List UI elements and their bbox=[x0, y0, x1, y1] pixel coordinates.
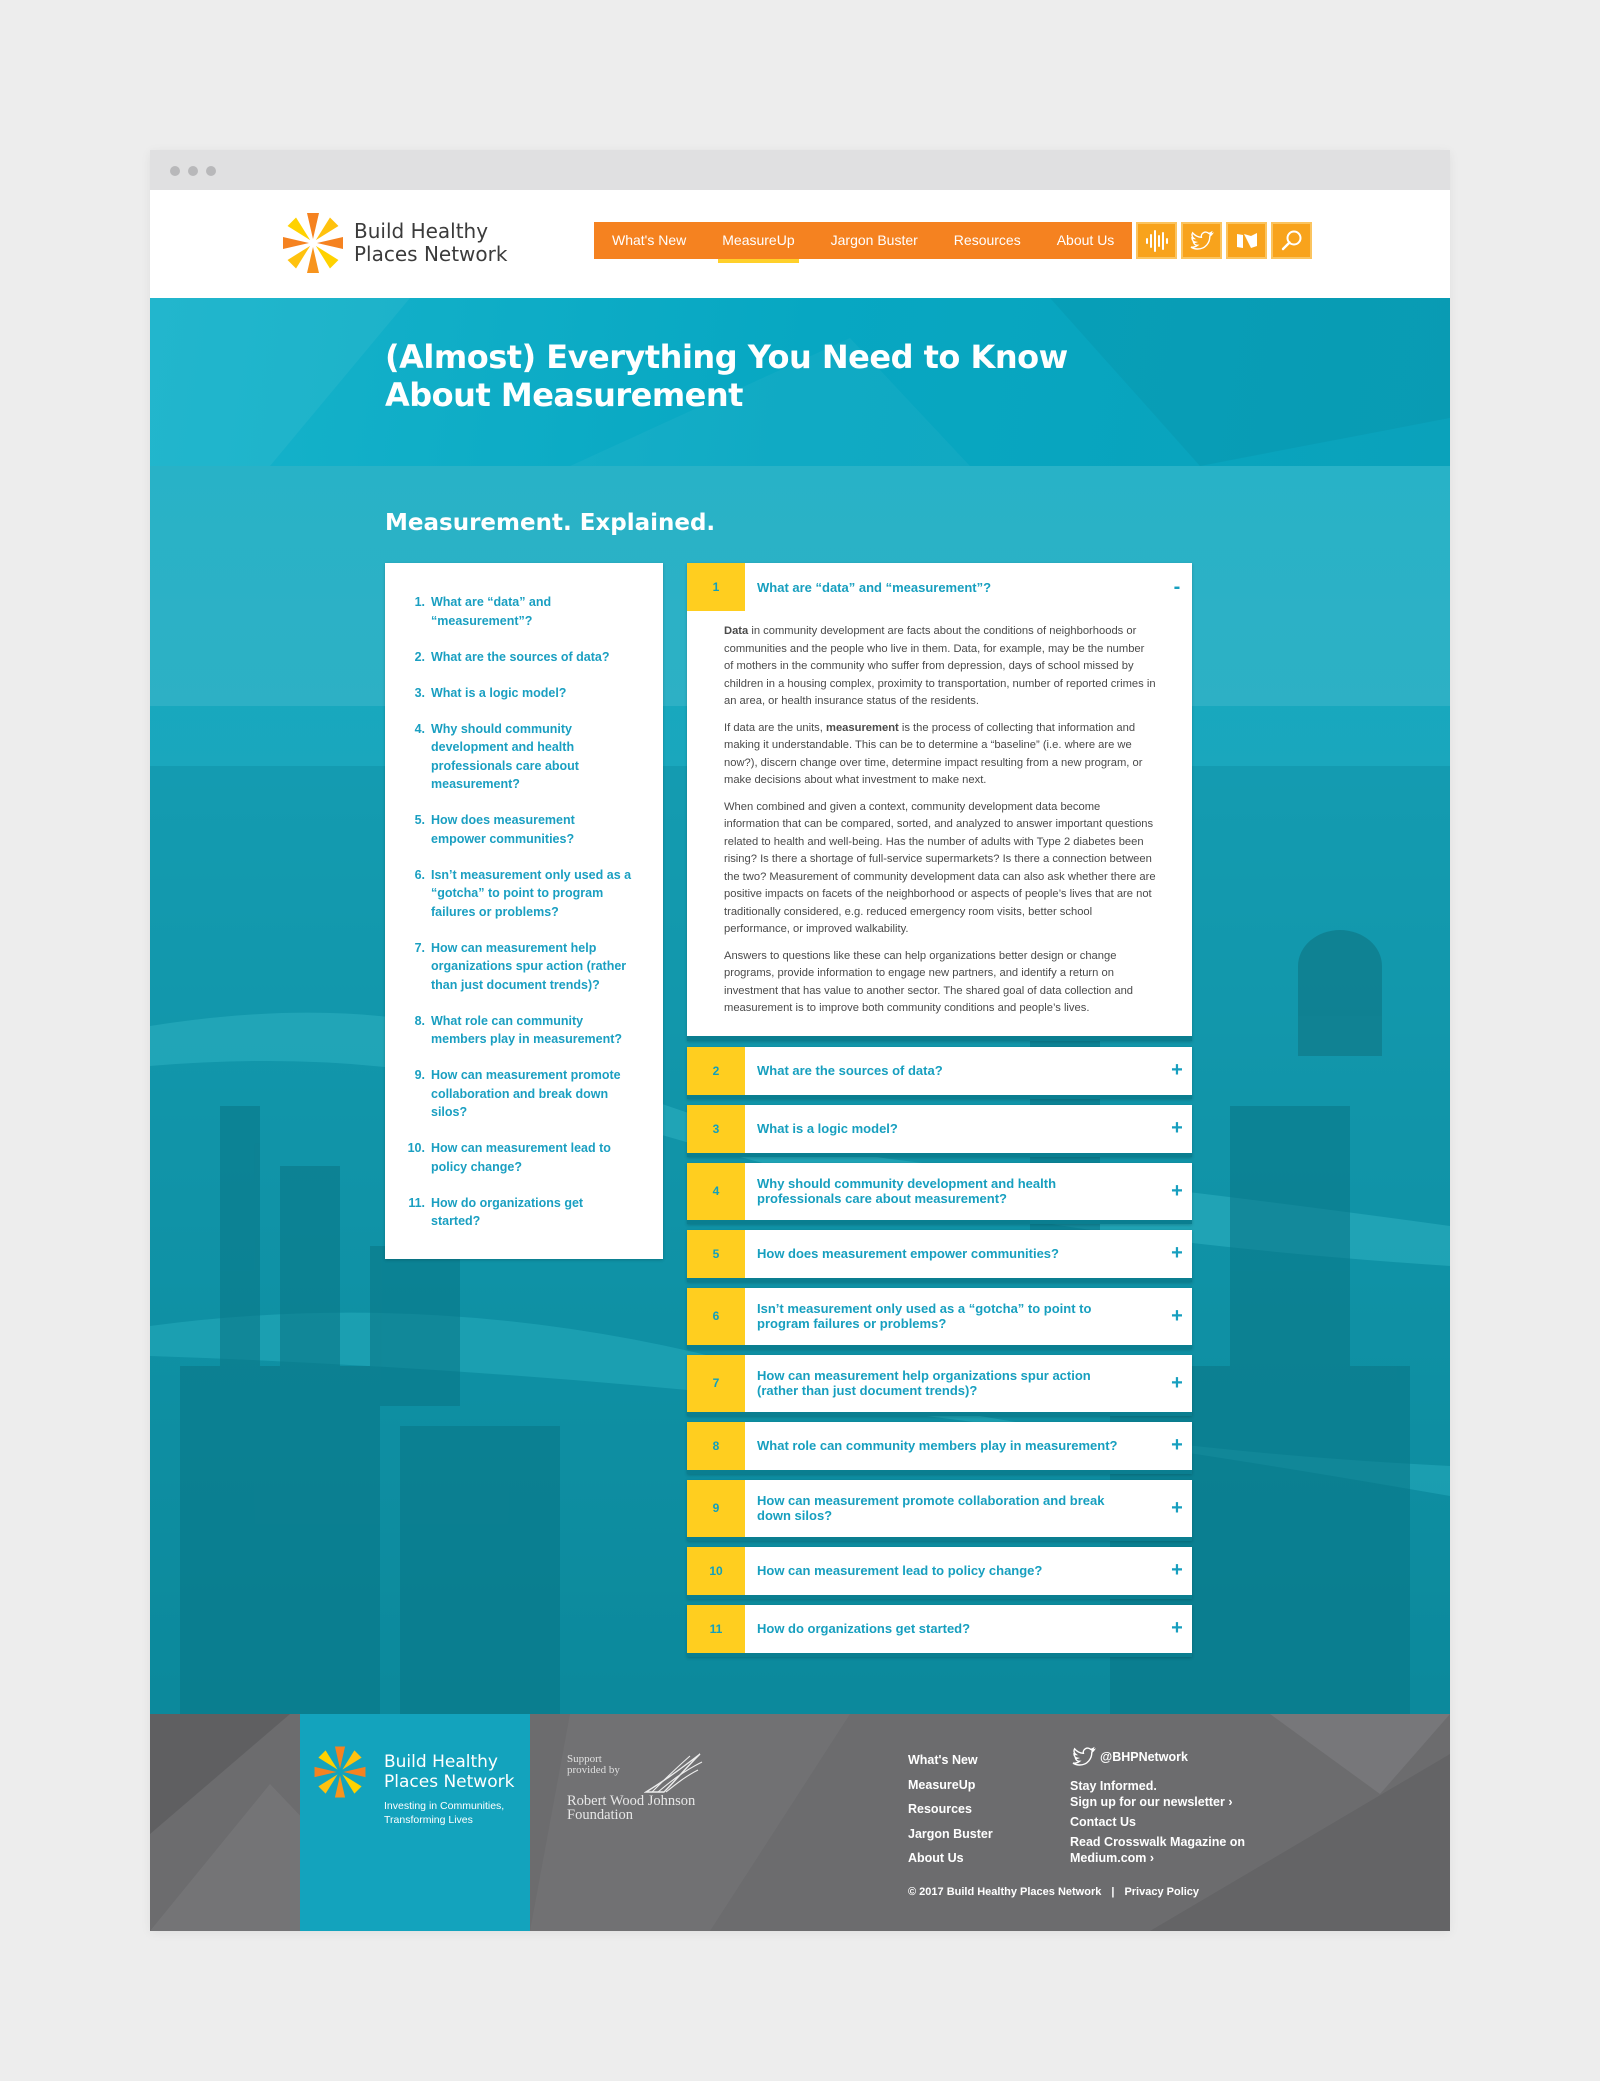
toc-item[interactable] bbox=[405, 593, 633, 630]
toc-item[interactable] bbox=[405, 684, 633, 703]
toc-label: What are “data” and “measurement”? bbox=[431, 595, 552, 628]
toc-item[interactable] bbox=[405, 866, 633, 922]
accordion-number: 7 bbox=[687, 1355, 745, 1412]
footer-link-jargon-buster[interactable]: Jargon Buster bbox=[908, 1826, 993, 1841]
accordion-item[interactable] bbox=[687, 1047, 1192, 1099]
contact-link[interactable]: Contact Us bbox=[1070, 1815, 1136, 1829]
rwjf-line-1: Robert Wood Johnson bbox=[567, 1793, 696, 1809]
support-label bbox=[567, 1754, 620, 1776]
toc-label: What role can community members play in measurement? bbox=[431, 1013, 623, 1046]
footer-link-whats-new[interactable]: What's New bbox=[908, 1753, 978, 1767]
accordion-number: 3 bbox=[687, 1105, 745, 1153]
accordion-number: 4 bbox=[687, 1163, 745, 1220]
support-line-1: Support bbox=[567, 1753, 602, 1765]
nav-jargon-buster[interactable]: Jargon Buster bbox=[830, 232, 918, 248]
medium-button[interactable] bbox=[1226, 222, 1267, 259]
answer-paragraph bbox=[724, 720, 1156, 790]
toc-number: 9. bbox=[414, 1068, 425, 1082]
accordion-item[interactable] bbox=[687, 1163, 1192, 1224]
expand-icon[interactable]: + bbox=[1171, 1434, 1183, 1456]
site-footer bbox=[150, 1714, 1450, 1931]
toc-label: How does measurement empower communities? bbox=[431, 813, 575, 846]
logo-text bbox=[354, 220, 507, 266]
sunburst-logo-icon bbox=[280, 210, 346, 276]
faq-accordion bbox=[687, 563, 1192, 1657]
toc-item[interactable] bbox=[405, 811, 633, 848]
medium-icon bbox=[1234, 228, 1260, 254]
accordion-number: 5 bbox=[687, 1230, 745, 1278]
accordion-question: How can measurement promote collaboration and break down silos? bbox=[757, 1493, 1105, 1523]
accordion-question: How can measurement lead to policy change? bbox=[757, 1563, 1043, 1578]
toc-item[interactable] bbox=[405, 1194, 633, 1231]
footer-link-measureup[interactable]: MeasureUp bbox=[908, 1777, 976, 1792]
toc-number: 2. bbox=[414, 649, 425, 664]
accordion-item-open bbox=[687, 563, 1192, 1041]
toc-item[interactable] bbox=[405, 1139, 633, 1176]
hero-section bbox=[150, 298, 1450, 1714]
accordion-question: What are “data” and “measurement”? bbox=[757, 579, 992, 595]
window-dot bbox=[170, 166, 180, 176]
toc-number: 3. bbox=[414, 685, 425, 700]
copyright-text: © 2017 Build Healthy Places Network bbox=[908, 1886, 1102, 1898]
accordion-number: 6 bbox=[687, 1288, 745, 1345]
toc-item[interactable] bbox=[405, 720, 633, 794]
title-band bbox=[150, 298, 1450, 466]
crosswalk-line-1: Read Crosswalk Magazine on bbox=[1070, 1835, 1246, 1849]
expand-icon[interactable]: + bbox=[1171, 1304, 1183, 1327]
accordion-number: 2 bbox=[687, 1047, 745, 1095]
crosswalk-link[interactable] bbox=[1070, 1834, 1270, 1866]
answer-paragraph: Answers to questions like these can help organizations better design or change programs, provide information to engage new partners, and identify a return on investment that has value to another sector. The shared goal of data collection and measurement is to improve both community conditions and people’s lives. bbox=[724, 949, 1134, 1014]
bold-term: measurement bbox=[826, 721, 899, 734]
toc-item[interactable] bbox=[405, 1066, 633, 1122]
accordion-number: 9 bbox=[687, 1480, 745, 1537]
answer-paragraph bbox=[724, 623, 1156, 711]
accordion-body bbox=[687, 611, 1192, 1036]
toc-number: 7. bbox=[414, 940, 425, 955]
window-dot bbox=[188, 166, 198, 176]
site-header bbox=[150, 190, 1450, 298]
search-icon bbox=[1279, 228, 1305, 254]
twitter-button[interactable] bbox=[1181, 222, 1222, 259]
accordion-question: How does measurement empower communities? bbox=[757, 1246, 1059, 1261]
footer-logo[interactable] bbox=[300, 1714, 530, 1931]
accordion-item[interactable] bbox=[687, 1605, 1192, 1657]
footer-logo-line-2: Places Network bbox=[384, 1772, 515, 1792]
toc-number: 1. bbox=[414, 595, 425, 609]
toc-number: 8. bbox=[414, 1013, 425, 1028]
toc-number: 11. bbox=[408, 1195, 425, 1210]
rwjf-line-2: Foundation bbox=[567, 1807, 634, 1823]
accordion-number: 8 bbox=[687, 1422, 745, 1470]
toc-item[interactable] bbox=[405, 1012, 633, 1049]
accordion-header[interactable] bbox=[687, 563, 1192, 611]
tagline-line-1: Investing in Communities, bbox=[384, 1800, 505, 1812]
podcast-icon bbox=[1144, 228, 1170, 254]
search-button[interactable] bbox=[1271, 222, 1312, 259]
toc-item[interactable] bbox=[405, 648, 633, 667]
logo-line-1: Build Healthy bbox=[354, 219, 489, 243]
accordion-question: How can measurement help organizations spur action (rather than just document trends)? bbox=[757, 1368, 1091, 1398]
footer-twitter-link[interactable] bbox=[1070, 1746, 1270, 1768]
window-dot bbox=[206, 166, 216, 176]
expand-icon[interactable]: + bbox=[1171, 1179, 1183, 1202]
stay-informed-label: Stay Informed. bbox=[1070, 1779, 1157, 1793]
expand-icon[interactable]: + bbox=[1171, 1559, 1183, 1581]
footer-link-resources[interactable]: Resources bbox=[908, 1802, 972, 1816]
toc-item[interactable] bbox=[405, 939, 633, 995]
accordion-question: What role can community members play in measurement? bbox=[757, 1438, 1118, 1453]
site-logo[interactable] bbox=[280, 210, 507, 276]
toc-label: What is a logic model? bbox=[431, 685, 567, 700]
toc-label: Why should community development and health professionals care about measurement? bbox=[431, 721, 579, 791]
privacy-link[interactable]: Privacy Policy bbox=[1124, 1886, 1200, 1898]
toc-number: 4. bbox=[414, 721, 425, 736]
separator: | bbox=[1111, 1886, 1115, 1898]
browser-window bbox=[150, 150, 1450, 1931]
table-of-contents bbox=[385, 563, 663, 1259]
page-title: (Almost) Everything You Need to Know About Measurement bbox=[385, 338, 1068, 414]
footer-link-about-us[interactable]: About Us bbox=[908, 1851, 964, 1865]
section-subtitle: Measurement. Explained. bbox=[385, 510, 716, 536]
toc-label: How can measurement lead to policy change? bbox=[431, 1141, 611, 1174]
accordion-item[interactable] bbox=[687, 1230, 1192, 1282]
paragraph-text: in community development are facts about the conditions of neighborhoods or communities and the people who live in them. Data, for example, may be the number of mothers in the community who suffer from depression, days of school missed by children in a housing complex, proximity to transportation, number of reported crimes in an area, or health insurance status of the residents. bbox=[724, 625, 1156, 707]
copyright-bar bbox=[908, 1886, 1199, 1898]
support-line-2: provided by bbox=[567, 1764, 620, 1776]
footer-logo-name bbox=[384, 1752, 514, 1792]
expand-icon[interactable]: + bbox=[1171, 1371, 1183, 1394]
nav-whats-new[interactable]: What's New bbox=[612, 232, 687, 248]
toc-number: 10. bbox=[407, 1141, 425, 1155]
sunburst-logo-icon bbox=[312, 1744, 368, 1800]
toc-label: How can measurement help organizations spur action (rather than just document trends)? bbox=[431, 940, 627, 992]
accordion-item[interactable] bbox=[687, 1547, 1192, 1599]
toc-label: Isn’t measurement only used as a “gotcha” to point to program failures or problems? bbox=[431, 867, 632, 919]
nav-measureup[interactable]: MeasureUp bbox=[704, 222, 812, 259]
tagline-line-2: Transforming Lives bbox=[384, 1814, 473, 1826]
accordion-item[interactable] bbox=[687, 1105, 1192, 1157]
twitter-handle: @BHPNetwork bbox=[1100, 1750, 1188, 1764]
accordion-item[interactable] bbox=[687, 1422, 1192, 1474]
podcast-button[interactable] bbox=[1136, 222, 1177, 259]
twitter-icon bbox=[1070, 1746, 1096, 1768]
accordion-item[interactable] bbox=[687, 1355, 1192, 1416]
twitter-icon bbox=[1189, 228, 1215, 254]
answer-paragraph: When combined and given a context, community development data become information that can be compared, sorted, and analyzed to answer important questions related to health and well-being. Has the number of adults with Type 2 diabetes been rising? Is there a shortage of full-service supermarkets? Is there a connection between the two? Measurement of community development data can also ask whether there are positive impacts on facets of the neighborhood or aspects of people’s lives that are not traditionally considered, e.g. reduced emergency room visits, better school performance, or improved walkability. bbox=[724, 800, 1156, 935]
accordion-number: 1 bbox=[687, 563, 745, 611]
accordion-number: 10 bbox=[687, 1547, 745, 1595]
nav-about-us[interactable]: About Us bbox=[1056, 232, 1115, 248]
expand-icon[interactable]: + bbox=[1171, 1496, 1183, 1519]
footer-right-column bbox=[1070, 1746, 1270, 1868]
rwjf-logo[interactable] bbox=[567, 1794, 695, 1822]
browser-chrome bbox=[150, 150, 1450, 190]
footer-nav bbox=[908, 1748, 993, 1871]
main-nav bbox=[594, 222, 1312, 259]
accordion-question: What are the sources of data? bbox=[757, 1063, 943, 1078]
accordion-question: Isn’t measurement only used as a “gotcha” to point to program failures or problems? bbox=[757, 1301, 1092, 1331]
toc-label: How can measurement promote collaboration and break down silos? bbox=[431, 1068, 621, 1119]
collapse-icon[interactable]: - bbox=[1173, 575, 1181, 598]
footer-logo-line-1: Build Healthy bbox=[384, 1752, 498, 1772]
newsletter-link[interactable]: Sign up for our newsletter › bbox=[1070, 1795, 1233, 1809]
expand-icon[interactable]: + bbox=[1171, 1617, 1183, 1639]
accordion-question: How do organizations get started? bbox=[757, 1621, 971, 1636]
logo-line-2: Places Network bbox=[354, 242, 508, 266]
expand-icon[interactable]: + bbox=[1171, 1242, 1183, 1264]
accordion-item[interactable] bbox=[687, 1288, 1192, 1349]
nav-bar bbox=[594, 222, 1132, 259]
expand-icon[interactable]: + bbox=[1171, 1117, 1183, 1139]
crosswalk-line-2: Medium.com › bbox=[1070, 1851, 1155, 1865]
toc-number: 6. bbox=[414, 867, 425, 882]
paragraph-text: is the process of collecting that information and making it understandable. This can be to determine a “baseline” (i.e. where are we now?), discern change over time, determine impact resulting from a new program, or make decisions about what investment to make next. bbox=[724, 721, 1143, 786]
footer-tagline bbox=[384, 1799, 504, 1827]
toc-label: What are the sources of data? bbox=[431, 649, 610, 664]
bold-term: Data bbox=[724, 625, 749, 637]
rwjf-bird-icon bbox=[644, 1752, 704, 1796]
toc-number: 5. bbox=[414, 813, 425, 827]
nav-resources[interactable]: Resources bbox=[953, 232, 1021, 248]
accordion-number: 11 bbox=[687, 1605, 745, 1653]
paragraph-text: If data are the units, bbox=[724, 721, 826, 734]
accordion-item[interactable] bbox=[687, 1480, 1192, 1541]
toc-label: How do organizations get started? bbox=[431, 1195, 584, 1228]
accordion-question: Why should community development and health professionals care about measurement? bbox=[757, 1176, 1057, 1206]
expand-icon[interactable]: + bbox=[1171, 1059, 1183, 1081]
accordion-question: What is a logic model? bbox=[757, 1121, 898, 1136]
